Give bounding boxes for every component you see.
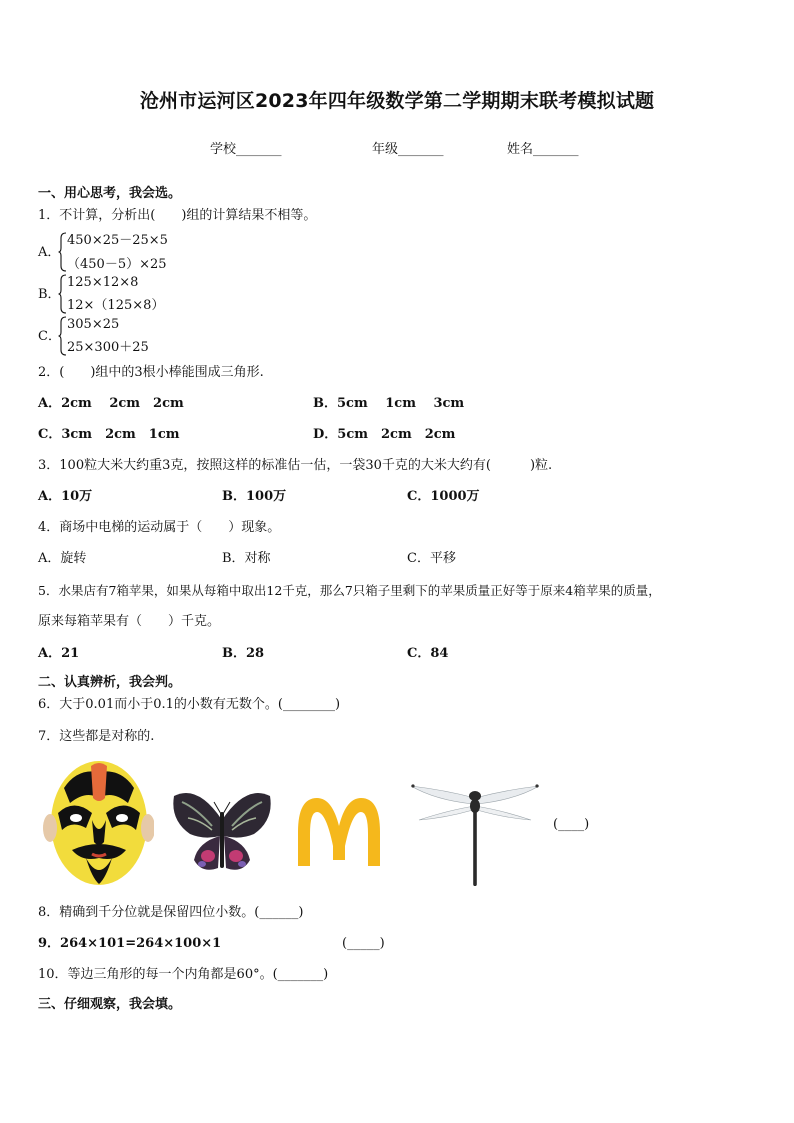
- mcdonalds-logo-image: [296, 796, 382, 868]
- q1-option-a-line1: 450×25－25×5: [67, 233, 168, 248]
- q5-stem-line2: 原来每箱苹果有（ ）千克。: [38, 614, 221, 629]
- school-field: 学校_______: [210, 142, 282, 157]
- q3-stem: 3．100粒大米大约重3克，按照这样的标准估一估，一袋30千克的大米大约有( )粒.: [38, 458, 553, 473]
- q4-option-a: A．旋转: [38, 551, 87, 566]
- q8-stem: 8．精确到千分位就是保留四位小数。(______): [38, 905, 304, 920]
- dragonfly-image: [405, 770, 545, 888]
- q2-option-b: B．5cm 1cm 3cm: [313, 396, 465, 411]
- q1-option-b-line1: 125×12×8: [67, 275, 139, 290]
- q10-stem: 10．等边三角形的每一个内角都是60°。(_______): [38, 967, 329, 982]
- q1-option-c-line2: 25×300＋25: [67, 340, 149, 355]
- q4-stem: 4．商场中电梯的运动属于（ ）现象。: [38, 520, 281, 535]
- q1-option-c-line1: 305×25: [67, 317, 120, 332]
- q3-option-c: C．1000万: [407, 489, 480, 504]
- q9-answer-blank: (_____): [342, 936, 385, 951]
- q1-option-b-label: B．: [38, 287, 61, 302]
- grade-field: 年级_______: [372, 142, 444, 157]
- opera-mask-image: [42, 758, 154, 888]
- q5-option-c: C．84: [407, 646, 449, 661]
- section-2-heading: 二、认真辨析，我会判。: [38, 675, 182, 690]
- q3-option-b: B．100万: [222, 489, 287, 504]
- q3-option-a: A．10万: [38, 489, 93, 504]
- q2-option-c: C．3cm 2cm 1cm: [38, 427, 180, 442]
- q1-option-a-line2: （450－5）×25: [67, 257, 167, 272]
- q6-stem: 6．大于0.01而小于0.1的小数有无数个。(________): [38, 697, 341, 712]
- q4-option-c: C．平移: [407, 551, 456, 566]
- q1-option-a-label: A．: [38, 245, 61, 260]
- q7-stem: 7．这些都是对称的.: [38, 729, 155, 744]
- q5-stem-line1: 5．水果店有7箱苹果，如果从每箱中取出12千克，那么7只箱子里剩下的苹果质量正好等于原来4箱苹果的质量，: [38, 583, 661, 598]
- section-1-heading: 一、用心思考，我会选。: [38, 186, 182, 201]
- q2-stem: 2．( )组中的3根小棒能围成三角形.: [38, 365, 264, 380]
- q1-option-c-label: C．: [38, 329, 61, 344]
- name-field: 姓名_______: [507, 142, 579, 157]
- q1-stem: 1．不计算，分析出( )组的计算结果不相等。: [38, 208, 317, 223]
- q1-option-b-line2: 12×（125×8）: [67, 298, 165, 313]
- q7-answer-blank: (____): [553, 817, 590, 832]
- butterfly-image: [168, 790, 276, 876]
- page-title: 沧州市运河区2023年四年级数学第二学期期末联考模拟试题: [139, 90, 655, 112]
- section-3-heading: 三、仔细观察，我会填。: [38, 997, 182, 1012]
- q2-option-d: D．5cm 2cm 2cm: [313, 427, 456, 442]
- q5-option-a: A．21: [38, 646, 80, 661]
- q9-stem: 9．264×101=264×100×1: [38, 936, 222, 951]
- q2-option-a: A．2cm 2cm 2cm: [38, 396, 184, 411]
- q4-option-b: B．对称: [222, 551, 271, 566]
- q5-option-b: B．28: [222, 646, 265, 661]
